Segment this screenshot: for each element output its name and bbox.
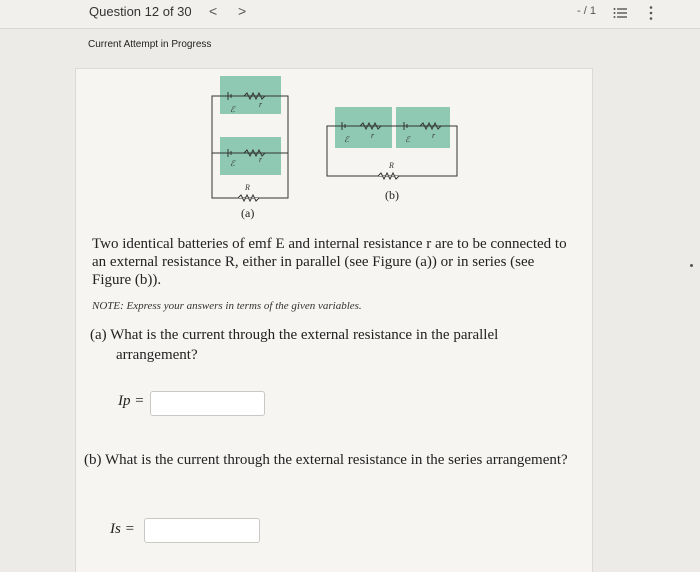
next-question-button[interactable]: > xyxy=(238,3,247,19)
previous-question-button[interactable]: < xyxy=(209,3,218,19)
emf-label-b2: ℰ xyxy=(405,135,410,144)
figure-a-parallel xyxy=(212,76,288,201)
figure-b-label: (b) xyxy=(385,188,399,202)
part-b-question-text: (b) What is the current through the external resistance in the series arrangement? xyxy=(84,452,568,468)
scroll-dot xyxy=(690,264,693,267)
score-display: - / 1 xyxy=(577,5,596,17)
R-label-a: R xyxy=(245,183,250,192)
r-label-a2: r xyxy=(259,155,263,164)
emf-label-b1: ℰ xyxy=(344,135,349,144)
note-text: NOTE: Express your answers in terms of the given variables. xyxy=(92,300,362,312)
attempt-status: Current Attempt in Progress xyxy=(88,39,212,50)
part-b-question xyxy=(84,450,574,470)
question-counter: Question 12 of 30 xyxy=(89,4,192,19)
R-label-b: R xyxy=(389,161,394,170)
part-b-answer-input[interactable] xyxy=(144,518,260,543)
r-label-a1: r xyxy=(259,100,263,109)
emf-label-a2: ℰ xyxy=(230,159,235,168)
emf-label-a1: ℰ xyxy=(230,105,235,114)
part-b-variable-label: Is = xyxy=(110,521,135,537)
problem-statement: Two identical batteries of emf E and internal resistance r are to be connected to an external resistance R, either in parallel (see Figure (a)) or in series (see Figure (b)). xyxy=(92,236,567,288)
r-label-b1: r xyxy=(371,131,375,140)
figure-a-label: (a) xyxy=(241,206,255,220)
part-a-question xyxy=(90,325,530,365)
part-a-answer-input[interactable] xyxy=(150,391,265,416)
part-a-variable-label: Ip = xyxy=(118,393,145,409)
r-label-b2: r xyxy=(432,131,436,140)
part-a-question-text: (a) What is the current through the external resistance in the parallel arrangement? xyxy=(90,327,499,363)
